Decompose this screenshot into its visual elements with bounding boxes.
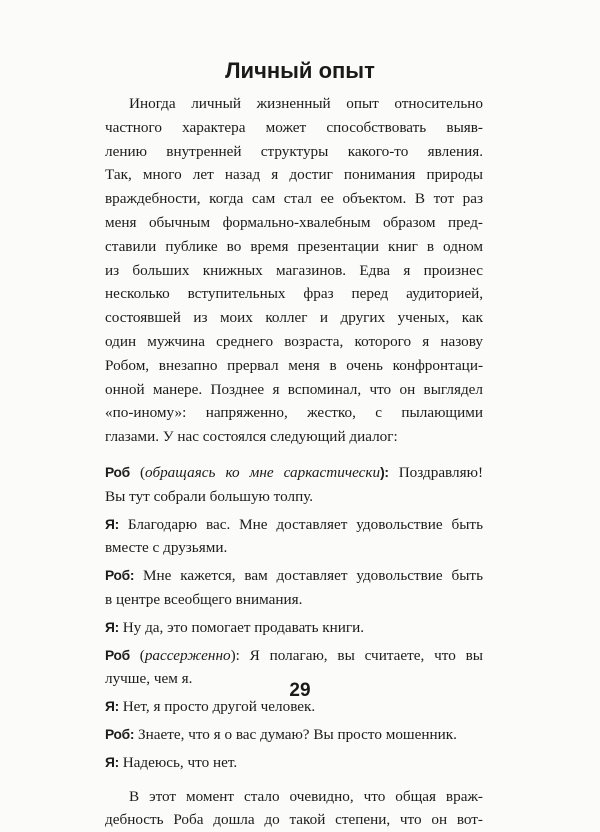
- text-line: В этот момент стало очевидно, что общая враж-: [129, 787, 483, 805]
- closing-paragraph: [105, 785, 483, 832]
- dialogue-entry: Роб (обращаясь ко мне саркастически): Поздравляю! Вы тут собрали большую толпу.: [105, 461, 483, 509]
- dialogue-text: Ну да, это помогает продавать книги.: [118, 618, 365, 636]
- text-line: «по-иному»: напряженно, жестко, с пылающими: [105, 404, 483, 422]
- text-line: несколько вступительных фраз перед аудиторией,: [105, 285, 483, 303]
- dialogue-entry: [105, 564, 483, 612]
- text-line: онной манере. Позднее я вспоминал, что он выглядел: [105, 380, 483, 398]
- speaker-label: Роб:: [105, 568, 135, 584]
- speaker-label: Я:: [105, 619, 119, 635]
- text-line: частного характера может способствовать выяв-: [105, 118, 483, 136]
- stage-direction: обращаясь ко мне саркастически: [145, 463, 381, 481]
- text-line: Робом, внезапно прервал меня в очень конфронтаци-: [105, 356, 483, 374]
- dialogue-text: Мне кажется, вам доставляет удовольствие быть: [134, 567, 483, 585]
- dialogue-text: Я полагаю, вы считаете, что вы: [239, 646, 483, 664]
- speaker-label: Роб: [105, 647, 130, 663]
- dialogue-text: Нет, я просто другой человек.: [118, 698, 316, 716]
- dialogue-text: Вы тут собрали большую толпу.: [105, 487, 314, 505]
- page-number: 29: [289, 680, 311, 701]
- dialogue-text: в центре всеобщего внимания.: [105, 590, 303, 608]
- text-line: ставили публике во время презентации книг в одном: [105, 237, 483, 255]
- text-line: из больших книжных магазинов. Едва я произнес: [105, 261, 483, 279]
- intro-paragraph: [105, 92, 483, 449]
- stage-direction: рассерженно: [144, 646, 231, 664]
- text-line: один мужчина среднего возраста, которого я назову: [105, 332, 483, 350]
- text-line: лению внутренней структуры какого-то явления.: [105, 142, 483, 160]
- text-line: враждебности, когда сам стал ее объектом. В тот раз: [105, 190, 483, 208]
- dialogue-text: Поздравляю!: [388, 463, 483, 481]
- text-line: Так, много лет назад я достиг понимания природы: [105, 166, 483, 184]
- section-heading: Личный опыт: [225, 58, 375, 83]
- speaker-label: Я:: [105, 754, 119, 770]
- dialogue-text: Благодарю вас. Мне доставляет удовольствие быть: [118, 515, 483, 533]
- text-line: глазами. У нас состоялся следующий диалог:: [105, 428, 398, 446]
- dialogue-text: лучше, чем я.: [105, 670, 193, 688]
- text-line: меня обычным формально-хвалебным образом пред-: [105, 213, 483, 231]
- speaker-label: Я:: [105, 699, 119, 715]
- speaker-label: Роб:: [105, 726, 135, 742]
- speaker-label: Роб: [105, 464, 130, 480]
- text-line: дебность Роба дошла до такой степени, что он вот-: [105, 811, 483, 829]
- dialogue-entry: [105, 751, 483, 775]
- speaker-label: Я:: [105, 516, 119, 532]
- page-body: [105, 92, 483, 832]
- dialogue-text: вместе с друзьями.: [105, 539, 228, 557]
- dialogue-entry: [105, 513, 483, 561]
- dialogue-entry: [105, 723, 483, 747]
- dialogue-entry: [105, 616, 483, 640]
- dialogue-text: Надеюсь, что нет.: [118, 753, 238, 771]
- dialogue-entry: Роб (рассерженно): Я полагаю, вы считаете, что вы лучше, чем я.: [105, 644, 483, 692]
- text-line: состоявшей из моих коллег и других ученых, как: [105, 309, 483, 327]
- dialogue-text: Знаете, что я о вас думаю? Вы просто мошенник.: [134, 725, 457, 743]
- text-line: Иногда личный жизненный опыт относительно: [129, 95, 483, 112]
